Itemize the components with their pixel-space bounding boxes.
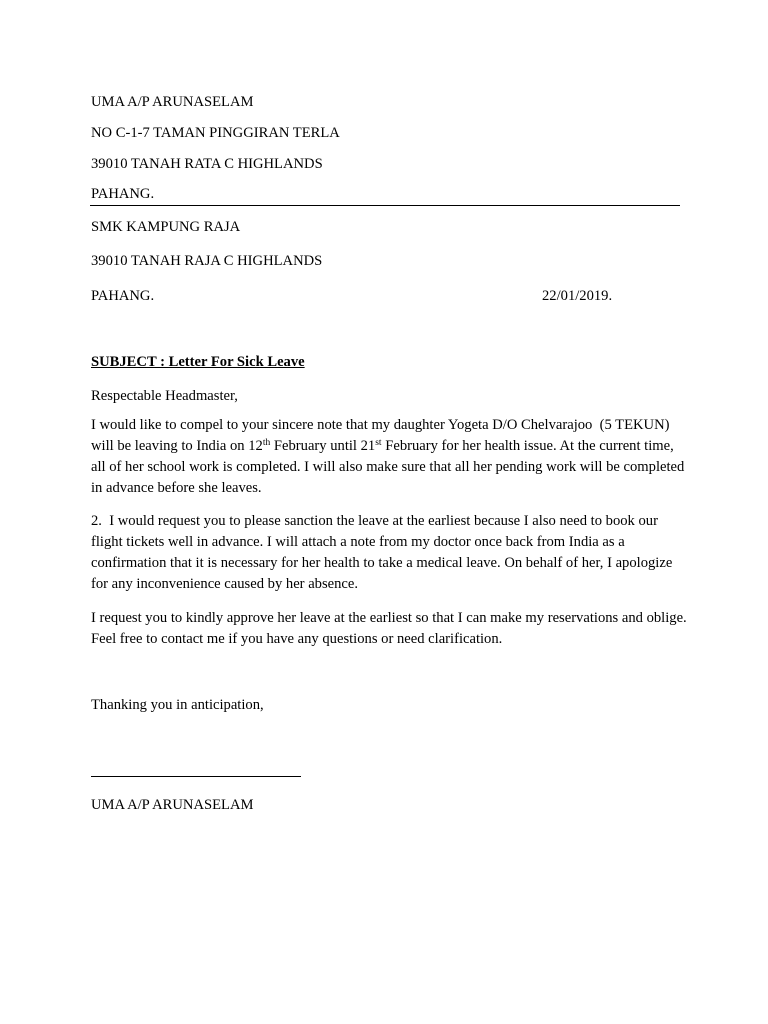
paragraph1-text-b: February until 21	[270, 438, 376, 454]
paragraph1-text-c: February for her health issue. At the current time, all of her school work is completed. I will also make sure that all her pending work will be completed in advance before she leaves.	[91, 438, 685, 496]
signature-line	[91, 776, 301, 777]
paragraph1-text-a: I would like to compel to your sincere note that my daughter Yogeta D/O Chelvarajoo (5 TEKUN) will be leaving to India on 12	[91, 417, 670, 454]
recipient-address-line2: PAHANG.	[91, 288, 155, 304]
header-divider	[90, 205, 680, 206]
signature-name: UMA A/P ARUNASELAM	[91, 797, 254, 813]
closing-line: Thanking you in anticipation,	[91, 697, 264, 713]
sender-address-line1: NO C-1-7 TAMAN PINGGIRAN TERLA	[91, 125, 340, 141]
recipient-address-line1: 39010 TANAH RAJA C HIGHLANDS	[91, 253, 323, 269]
sender-address-line3: PAHANG.	[91, 186, 155, 202]
salutation: Respectable Headmaster,	[91, 388, 238, 404]
body-paragraph-3: I request you to kindly approve her leave at the earliest so that I can make my reservations and oblige. Feel free to contact me if you have any questions or need clarification.	[91, 610, 687, 647]
letter-date: 22/01/2019.	[542, 288, 613, 304]
paragraph1-superscript-st: st	[375, 438, 382, 448]
recipient-name: SMK KAMPUNG RAJA	[91, 219, 241, 235]
body-paragraph-1	[91, 415, 691, 499]
sender-address-line2: 39010 TANAH RATA C HIGHLANDS	[91, 156, 323, 172]
paragraph1-superscript-th: th	[262, 438, 271, 448]
body-paragraph-2: 2. I would request you to please sanction the leave at the earliest because I also need to book our flight tickets well in advance. I will attach a note from my doctor once back from India as a confirmation that it is necessary for her health to take a medical leave. On behalf of her, I apologize for any inconvenience caused by her absence.	[91, 513, 673, 592]
subject-line: SUBJECT : Letter For Sick Leave	[91, 354, 305, 370]
sender-name: UMA A/P ARUNASELAM	[91, 94, 254, 110]
